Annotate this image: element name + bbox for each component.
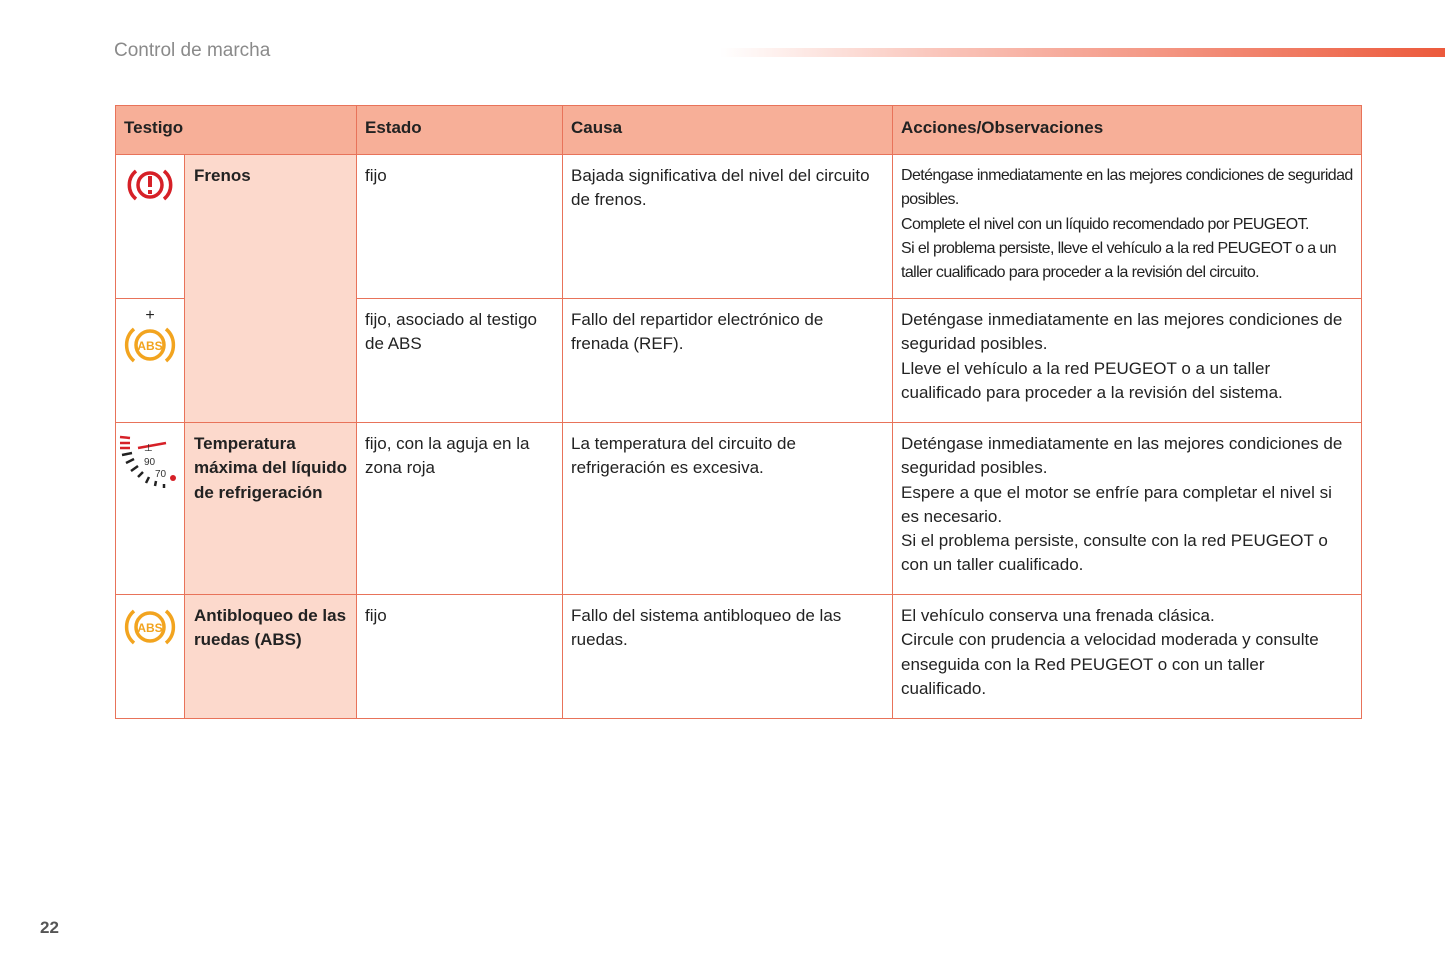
col-header-estado: Estado (357, 106, 563, 155)
causa-cell: Bajada significativa del nivel del circuito de frenos. (563, 155, 893, 299)
header-gradient-bar (720, 48, 1445, 57)
table-row (116, 155, 1362, 299)
light-name: Frenos (185, 155, 357, 423)
svg-text:⊥: ⊥ (144, 443, 153, 454)
abs-icon (116, 595, 185, 719)
coolant-temperature-icon (116, 423, 185, 595)
table-row (116, 423, 1362, 595)
light-name: Temperatura máxima del líquido de refrigeración (185, 423, 357, 595)
table-row (116, 595, 1362, 719)
estado-cell: fijo (357, 595, 563, 719)
acciones-cell: Deténgase inmediatamente en las mejores condiciones de seguridad posibles. Complete el nivel con un líquido recomendado por PEUGEOT. Si el problema persiste, lleve el vehículo a la red PEUGEOT o a un taller cualificado para proceder a la revisión del circuito. (893, 155, 1362, 299)
estado-cell: fijo, con la aguja en la zona roja (357, 423, 563, 595)
causa-cell: Fallo del sistema antibloqueo de las ruedas. (563, 595, 893, 719)
col-header-acciones: Acciones/Observaciones (893, 106, 1362, 155)
warning-lights-table (115, 105, 1362, 719)
causa-cell: La temperatura del circuito de refrigeración es excesiva. (563, 423, 893, 595)
section-title: Control de marcha (114, 40, 271, 61)
acciones-cell: Deténgase inmediatamente en las mejores condiciones de seguridad posibles. Espere a que el motor se enfríe para completar el nivel si es necesario. Si el problema persiste, consulte con la red PEUGEOT o con un taller cualificado. (893, 423, 1362, 595)
causa-cell: Fallo del repartidor electrónico de frenada (REF). (563, 299, 893, 423)
col-header-testigo: Testigo (116, 106, 357, 155)
brake-warning-icon (116, 155, 185, 299)
svg-text:90: 90 (144, 457, 156, 468)
svg-text:70: 70 (155, 469, 167, 480)
light-name: Antibloqueo de las ruedas (ABS) (185, 595, 357, 719)
svg-text:ABS: ABS (137, 339, 163, 353)
estado-cell: fijo (357, 155, 563, 299)
estado-cell: fijo, asociado al testigo de ABS (357, 299, 563, 423)
acciones-cell: Deténgase inmediatamente en las mejores condiciones de seguridad posibles. Lleve el vehículo a la red PEUGEOT o a un taller cualificado para proceder a la revisión del sistema. (893, 299, 1362, 423)
table-header (116, 106, 1362, 155)
svg-text:ABS: ABS (137, 621, 163, 635)
abs-ref-icon: + ABS (116, 299, 185, 423)
acciones-cell: El vehículo conserva una frenada clásica. Circule con prudencia a velocidad moderada y consulte enseguida con la Red PEUGEOT o con un taller cualificado. (893, 595, 1362, 719)
col-header-causa: Causa (563, 106, 893, 155)
page-number: 22 (40, 918, 59, 937)
